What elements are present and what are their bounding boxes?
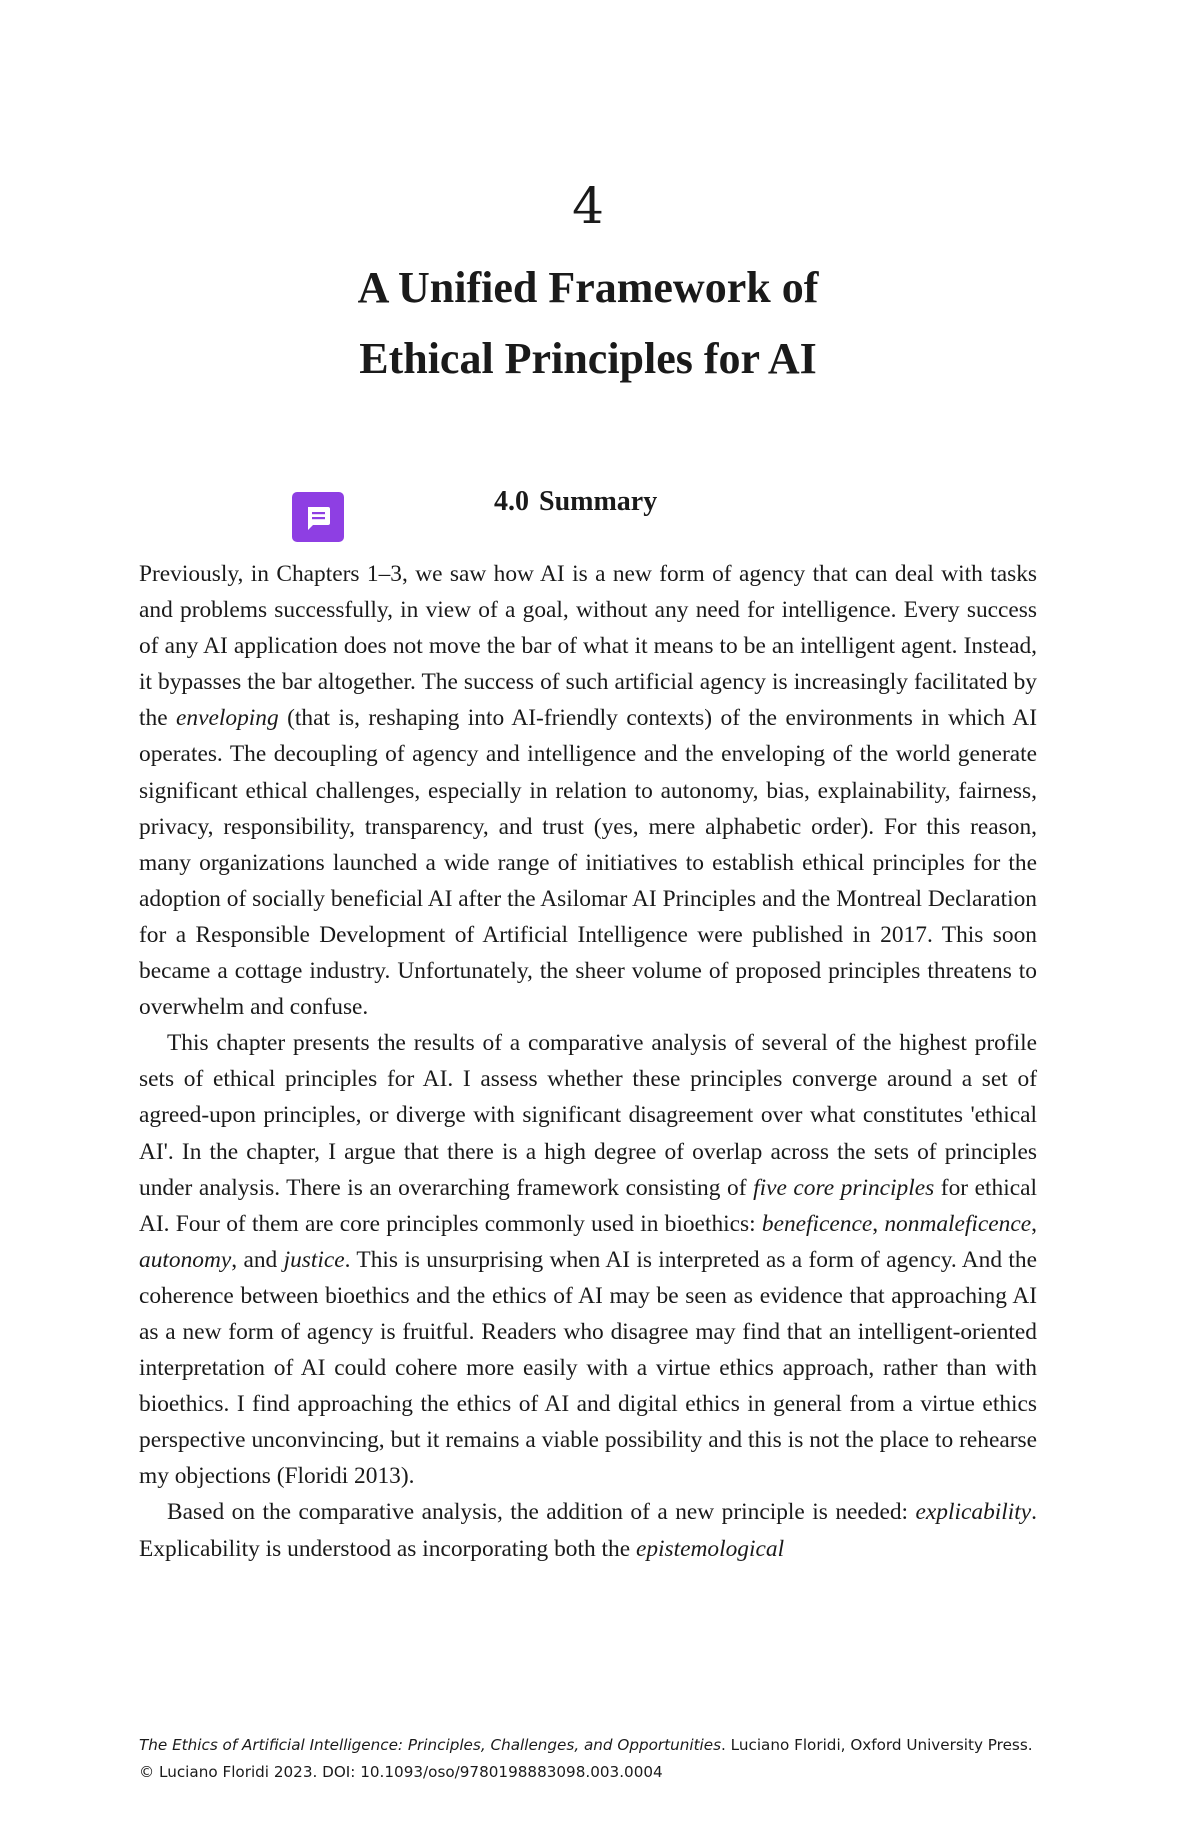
chapter-number: 4	[572, 177, 604, 235]
paragraph-text: ,	[1031, 1210, 1037, 1237]
paragraph-text: Based on the comparative analysis, the addition of a new principle is needed:	[167, 1499, 916, 1526]
section-heading	[494, 482, 657, 522]
emphasis-text: enveloping	[176, 705, 279, 732]
comment-note-button[interactable]	[292, 492, 344, 542]
body-paragraph	[139, 556, 1037, 1025]
page-footer	[139, 1732, 1099, 1786]
paragraph-text: , and	[231, 1246, 284, 1273]
emphasis-text: explicability	[915, 1499, 1032, 1526]
emphasis-text: nonmaleficence	[884, 1210, 1032, 1237]
emphasis-text: epistemological	[635, 1535, 785, 1562]
comment-note-icon	[304, 504, 332, 532]
paragraph-text: . This is unsurprising when AI is interpreted as a form of agency. And the coherence between bioethics and the ethics of AI may be seen as evidence that approaching AI as a new form of agency is fruitful. Readers who disagree may find that an intelligent-oriented interpretation of AI could cohere more easily with a virtue ethics approach, rather than with bioethics. I find approaching the ethics of AI and digital ethics in general from a virtue ethics perspective unconvincing, but it remains a viable possibility and this is not the place to rehearse my objections (Floridi 2013).	[139, 1246, 1037, 1490]
body-paragraph	[139, 1494, 1037, 1566]
emphasis-text: autonomy	[139, 1246, 232, 1273]
paragraph-text: (that is, reshaping into AI-friendly contexts) of the environments in which AI operates. The decoupling of agency and intelligence and the enveloping of the world generate significant ethical challenges, especially in relation to autonomy, bias, explainability, fairness, privacy, responsibility, transparency, and trust (yes, mere alphabetic order). For this reason, many organizations launched a wide range of initiatives to establish ethical principles for the adoption of socially beneficial AI after the Asilomar AI Principles and the Montreal Declaration for a Responsible Development of Artificial Intelligence were published in 2017. This soon became a cottage industry. Unfortunately, the sheer volume of proposed principles threatens to overwhelm and confuse.	[139, 705, 1037, 1021]
emphasis-text: five core principles	[753, 1174, 935, 1201]
body-text	[139, 556, 1037, 1567]
footer-publisher: . Luciano Floridi, Oxford University Press.	[721, 1736, 1033, 1754]
paragraph-text: for ethical AI. Four of them are core principles commonly used in bioethics:	[139, 1174, 1037, 1237]
footer-citation	[139, 1732, 1099, 1759]
chapter-title-line-1: A Unified Framework of	[357, 263, 819, 312]
chapter-title	[0, 252, 1176, 394]
chapter-title-line-2: Ethical Principles for AI	[359, 334, 817, 383]
paragraph-text: ,	[872, 1210, 885, 1237]
section-number: 4.0	[494, 486, 529, 517]
paragraph-text: Previously, in Chapters 1–3, we saw how AI is a new form of agency that can deal with tasks and problems successfully, in view of a goal, without any need for intelligence. Every success of any AI application does not move the bar of what it means to be an intelligent agent. Instead, it bypasses the bar altogether. The success of such artificial agency is increasingly facilitated by the	[139, 561, 1037, 732]
emphasis-text: beneficence	[761, 1210, 873, 1237]
section-title: Summary	[539, 486, 658, 517]
emphasis-text: justice	[283, 1246, 345, 1273]
footer-book-title: The Ethics of Artificial Intelligence: Principles, Challenges, and Opportunities	[139, 1736, 721, 1754]
footer-copyright: © Luciano Floridi 2023. DOI: 10.1093/oso/9780198883098.003.0004	[139, 1763, 663, 1781]
body-paragraph	[139, 1025, 1037, 1494]
paragraph-text: This chapter presents the results of a comparative analysis of several of the highest profile sets of ethical principles for AI. I assess whether these principles converge around a set of agreed-upon principles, or diverge with significant disagreement over what constitutes 'ethical AI'. In the chapter, I argue that there is a high degree of overlap across the sets of principles under analysis. There is an overarching framework consisting of	[139, 1030, 1037, 1201]
paragraph-text: . Explicability is understood as incorporating both the	[139, 1499, 1037, 1562]
